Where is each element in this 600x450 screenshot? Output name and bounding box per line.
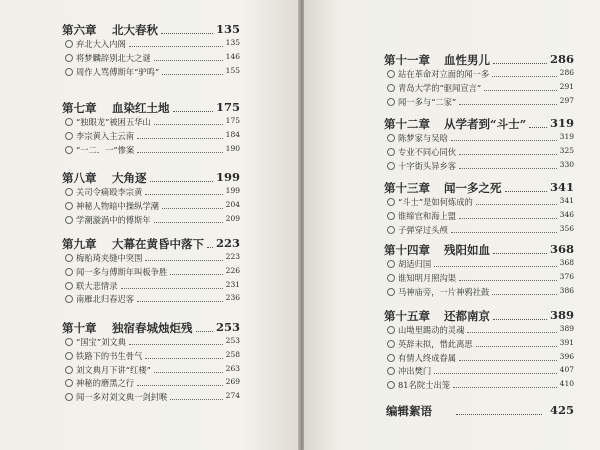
section-page-number: 231 [225,279,240,289]
dot-leader [170,399,223,400]
dot-leader [145,194,223,195]
dot-leader [154,222,223,223]
section-entry [384,210,574,224]
chapter-entry [62,320,240,405]
chapter-entry [384,180,574,237]
chapter-title: 血性男儿 [444,53,490,67]
dot-leader [505,191,547,192]
dot-leader [459,280,557,281]
circle-bullet-icon [387,134,395,142]
chapter-page-number: 319 [549,116,574,130]
dot-leader [145,358,223,359]
section-entry [384,96,574,110]
section-title: “独眼龙”被困五华山 [76,117,151,127]
section-title: “斗士”是如何炼成的 [398,197,473,207]
circle-bullet-icon [65,188,73,196]
section-page-number: 291 [559,81,574,91]
chapter-entry [62,236,240,307]
section-page-number: 325 [559,145,574,155]
section-entry [384,379,574,393]
section-entry [384,272,574,286]
section-entry [62,280,240,294]
dot-leader [434,373,557,374]
dot-leader [493,319,547,320]
dot-leader [162,208,223,209]
chapter-page-number: 135 [215,22,240,36]
section-page-number: 346 [559,209,574,219]
dot-leader [154,372,223,373]
chapter-heading [62,320,240,336]
section-page-number: 253 [225,336,240,345]
circle-bullet-icon [387,226,395,234]
dot-leader [476,204,557,205]
section-entry [384,338,574,352]
section-page-number: 258 [225,349,240,359]
circle-bullet-icon [387,326,395,334]
section-title: 闻一多与“二家” [398,96,457,107]
section-entry [62,116,240,130]
section-page-number: 396 [559,351,574,361]
section-entry [62,350,240,364]
dot-leader [162,74,223,75]
dot-leader [137,138,223,139]
circle-bullet-icon [387,84,395,92]
section-title: 有情人终成眷属 [398,352,457,363]
section-title: 神秘的磨黑之行 [76,378,135,389]
afterword-page-number: 425 [549,403,574,417]
section-page-number: 236 [225,293,240,303]
dot-leader [476,346,557,347]
section-title: 十字街头异乡客 [398,160,457,171]
circle-bullet-icon [65,366,73,374]
circle-bullet-icon [65,68,73,76]
dot-leader [456,414,542,415]
section-entry [62,336,240,350]
circle-bullet-icon [387,98,395,106]
dot-leader [154,60,223,61]
section-title: 子弹穿过头颅 [398,224,448,235]
section-page-number: 199 [225,186,240,195]
chapter-heading [384,180,574,196]
circle-bullet-icon [65,268,73,276]
chapter-heading [62,100,240,116]
chapter-number: 第九章 [62,237,97,251]
chapter-number: 第七章 [62,101,97,115]
chapter-entry [384,52,574,109]
circle-bullet-icon [387,260,395,268]
chapter-heading [384,242,574,258]
section-page-number: 341 [559,196,574,205]
section-page-number: 368 [559,258,574,267]
chapter-number: 第十五章 [384,309,430,323]
section-entry [384,132,574,146]
section-page-number: 410 [559,379,574,389]
section-page-number: 330 [559,159,574,169]
circle-bullet-icon [65,146,73,154]
section-title: “一二．一”惨案 [76,144,135,155]
section-title: 周作人骂傅斯年“驴鸣” [76,66,160,77]
circle-bullet-icon [65,40,73,48]
chapter-title: 北大春秋 [112,23,158,37]
section-entry [62,377,240,391]
circle-bullet-icon [65,379,73,387]
dot-leader [459,360,557,361]
chapter-number: 第六章 [62,23,97,37]
section-title: 神秘人物暗中操纵学潮 [76,200,159,211]
circle-bullet-icon [387,148,395,156]
section-page-number: 204 [225,199,240,209]
chapter-heading [62,236,240,252]
dot-leader [154,124,223,125]
chapter-title: 血染红土地 [112,101,170,115]
section-page-number: 190 [225,143,240,153]
dot-leader [459,218,557,219]
section-title: 李宗黄入主云南 [76,130,135,141]
dot-leader [145,260,223,261]
dot-leader [137,385,223,386]
circle-bullet-icon [65,118,73,126]
section-page-number: 376 [559,271,574,281]
section-title: 关司令痛殴李宗黄 [76,187,143,197]
section-page-number: 319 [559,132,574,141]
section-entry [62,38,240,52]
section-entry [62,293,240,307]
section-entry [62,52,240,66]
chapter-title: 闻一多之死 [444,181,502,195]
section-title: 陈梦家与吴晗 [398,133,448,143]
chapter-title: 大幕在黄昏中落下 [112,237,204,251]
circle-bullet-icon [387,162,395,170]
dot-leader [459,154,557,155]
section-page-number: 356 [559,223,574,233]
section-entry [384,224,574,238]
section-page-number: 184 [225,129,240,139]
chapter-heading [384,116,574,132]
section-title: 闻一多与傅斯年叫板争胜 [76,266,168,277]
section-page-number: 297 [559,95,574,105]
chapter-entry [62,22,240,79]
chapter-page-number: 389 [549,308,574,322]
chapter-page-number: 368 [549,242,574,256]
section-page-number: 286 [559,68,574,77]
section-entry [62,66,240,80]
section-title: 英辞未拟，惜此离思 [398,338,473,349]
dot-leader [492,76,557,77]
dot-leader [459,168,557,169]
chapter-entry [384,308,574,393]
dot-leader [137,152,223,153]
circle-bullet-icon [65,282,73,290]
section-title: 弃北大入内阁 [76,39,126,49]
chapter-number: 第十一章 [384,53,430,67]
chapter-heading [62,170,240,186]
dot-leader [129,344,223,345]
section-title: 山坳里踢动的灵魂 [398,325,465,335]
circle-bullet-icon [65,254,73,262]
circle-bullet-icon [65,132,73,140]
section-page-number: 389 [559,324,574,333]
dot-leader [150,181,213,182]
section-entry [384,365,574,379]
section-entry [62,252,240,266]
circle-bullet-icon [387,381,395,389]
dot-leader [173,111,213,112]
chapter-title: 独宿春城烛炬残 [112,321,193,335]
chapter-title: 还都南京 [444,309,490,323]
section-title: 南雁北归春迟客 [76,294,135,305]
dot-leader [434,266,557,267]
section-title: 胡适归国 [398,259,432,269]
afterword-title: 编辑絮语 [386,404,432,418]
section-title: 刘文典月下讲“红楼” [76,364,151,375]
chapter-entry [384,242,574,299]
section-title: 81名院士出笼 [398,380,451,391]
section-page-number: 391 [559,337,574,347]
circle-bullet-icon [387,288,395,296]
section-title: 梅贻琦夹缝中突围 [76,253,143,263]
chapter-number: 第十四章 [384,243,430,257]
circle-bullet-icon [387,274,395,282]
chapter-page-number: 223 [215,236,240,250]
dot-leader [493,63,547,64]
dot-leader [467,332,557,333]
chapter-page-number: 286 [549,52,574,66]
chapter-page-number: 199 [215,170,240,184]
section-entry [384,82,574,96]
section-entry [62,200,240,214]
section-page-number: 274 [225,391,240,401]
circle-bullet-icon [65,202,73,210]
section-entry [62,130,240,144]
section-entry [62,364,240,378]
section-page-number: 269 [225,377,240,387]
section-page-number: 223 [225,252,240,261]
circle-bullet-icon [387,198,395,206]
dot-leader [484,90,557,91]
section-title: 铁路下的书生骨气 [76,350,143,361]
dot-leader [451,140,557,141]
section-title: 冲出樊门 [398,366,432,377]
circle-bullet-icon [65,338,73,346]
section-entry [62,214,240,228]
section-entry [384,286,574,300]
dot-leader [453,387,557,388]
circle-bullet-icon [65,54,73,62]
dot-leader [129,46,223,47]
circle-bullet-icon [65,393,73,401]
section-entry [384,68,574,82]
section-entry [384,160,574,174]
section-entry [384,352,574,366]
chapter-heading [62,22,240,38]
dot-leader [137,301,223,302]
chapter-entry [62,170,240,227]
section-title: 谁缔官和海上盟 [398,210,457,221]
dot-leader [121,288,223,289]
circle-bullet-icon [387,367,395,375]
chapter-number: 第十章 [62,321,97,335]
chapter-number: 第十三章 [384,181,430,195]
section-title: 青岛大学的“驱闻宣言” [398,82,482,93]
section-entry [384,324,574,338]
section-title: 谁知明月照沟渠 [398,272,457,283]
circle-bullet-icon [387,70,395,78]
section-entry [62,266,240,280]
section-title: 专业不同心同伙 [398,146,457,157]
section-page-number: 146 [225,51,240,61]
chapter-heading [384,52,574,68]
circle-bullet-icon [65,295,73,303]
chapter-title: 大角逐 [112,171,147,185]
section-page-number: 209 [225,213,240,223]
dot-leader [459,104,557,105]
dot-leader [529,127,547,128]
section-title: 站在革命对立面的闻一多 [398,69,490,79]
chapter-entry [62,100,240,157]
chapter-heading [384,308,574,324]
dot-leader [492,294,557,295]
section-entry [384,196,574,210]
chapter-number: 第十二章 [384,117,430,131]
section-page-number: 135 [225,38,240,47]
dot-leader [196,331,213,332]
chapter-title: 残阳如血 [444,243,490,257]
section-title: 将梦麟辞别北大之谜 [76,52,151,63]
chapter-title: 从学者到“斗士” [444,117,527,131]
section-page-number: 155 [225,65,240,75]
section-page-number: 407 [559,365,574,375]
chapter-number: 第八章 [62,171,97,185]
circle-bullet-icon [387,354,395,362]
dot-leader [493,253,547,254]
afterword-entry [386,403,574,419]
dot-leader [170,274,223,275]
chapter-page-number: 253 [215,320,240,334]
circle-bullet-icon [65,352,73,360]
circle-bullet-icon [65,216,73,224]
dot-leader [207,247,213,248]
chapter-entry [384,116,574,173]
section-page-number: 175 [225,116,240,125]
circle-bullet-icon [387,212,395,220]
section-page-number: 263 [225,363,240,373]
section-entry [62,144,240,158]
section-title: 马神庙旁，一片神鸦社鼓 [398,286,490,297]
section-title: “国宝”刘文典 [76,337,126,347]
dot-leader [161,33,213,34]
section-title: 学潮漩涡中的傅斯年 [76,214,151,225]
section-entry [62,391,240,405]
section-entry [384,258,574,272]
section-page-number: 386 [559,285,574,295]
dot-leader [451,232,557,233]
section-title: 闻一多对刘文典一剑封喉 [76,392,168,403]
circle-bullet-icon [387,340,395,348]
section-entry [384,146,574,160]
section-entry [62,186,240,200]
section-title: 联大悲情录 [76,280,118,291]
chapter-page-number: 175 [215,100,240,114]
section-page-number: 226 [225,265,240,275]
chapter-page-number: 341 [549,180,574,194]
